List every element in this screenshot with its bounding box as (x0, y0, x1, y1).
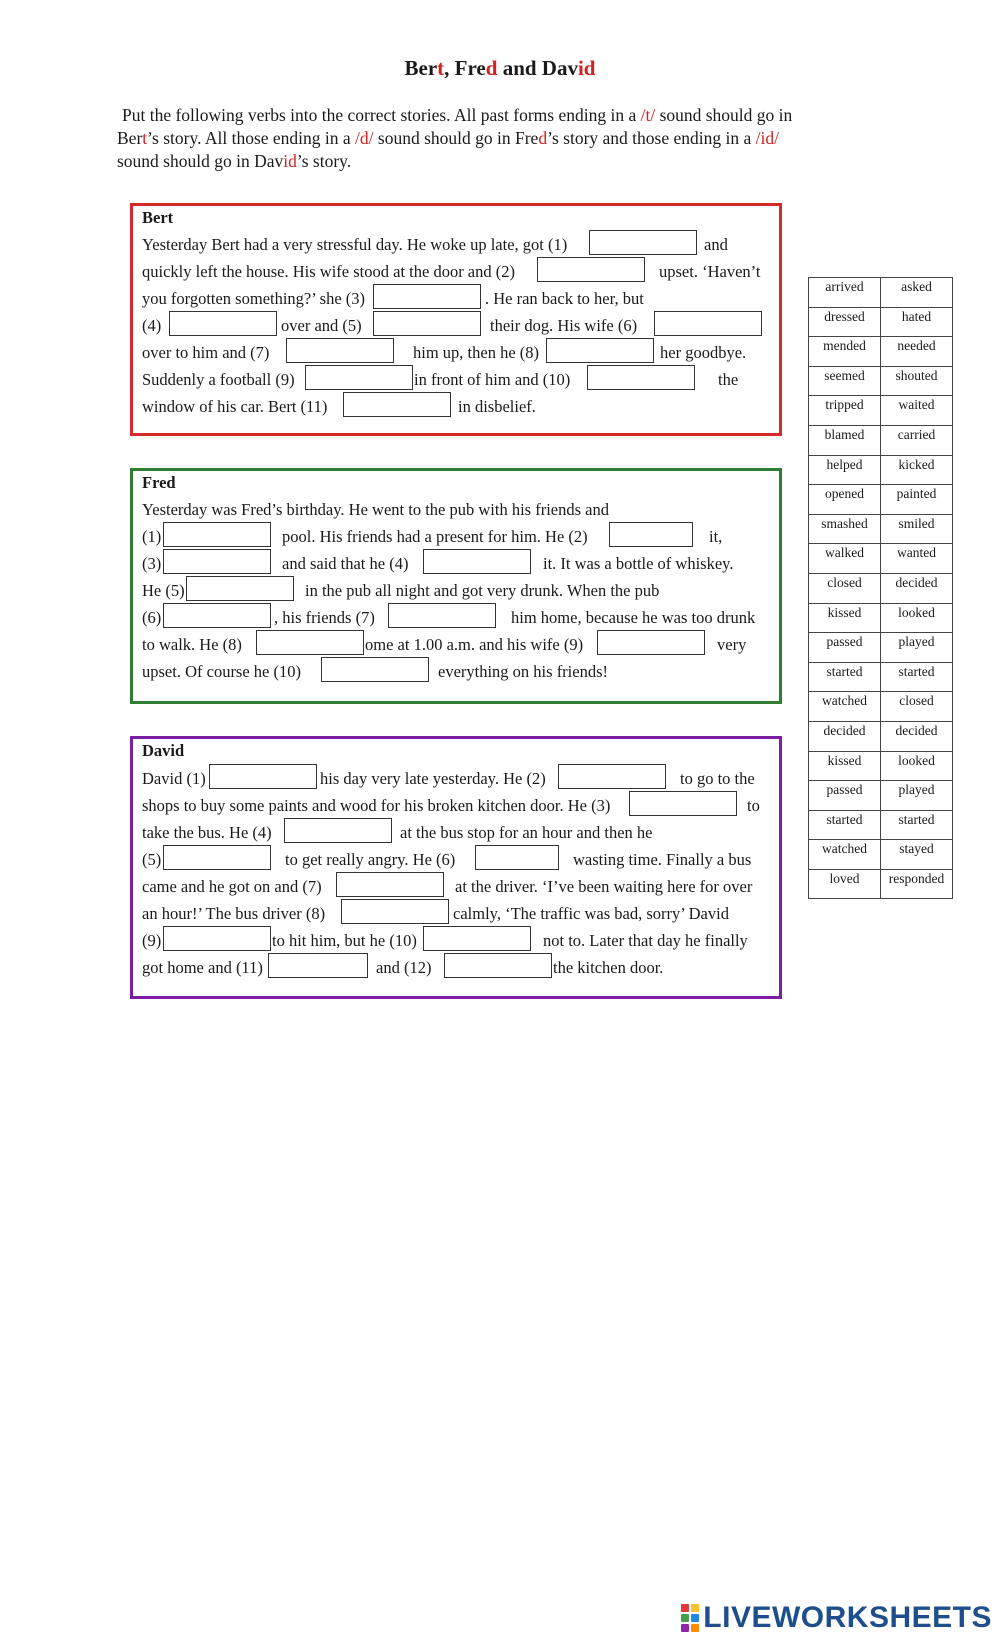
word-bank-cell[interactable]: watched (809, 840, 881, 870)
david-blank-9[interactable] (163, 926, 271, 951)
story-text: you forgotten something?’ she (3) (142, 289, 366, 308)
text: sound should go in Dav (117, 151, 284, 171)
story-text: came and he got on and (7) (142, 877, 322, 896)
story-text: it. It was a bottle of whiskey. (543, 554, 734, 573)
word-bank-cell[interactable]: started (809, 810, 881, 840)
story-text: and (704, 235, 728, 254)
word-bank-cell[interactable]: closed (809, 573, 881, 603)
word-bank-cell[interactable]: started (881, 810, 953, 840)
instructions-line-1 (117, 104, 877, 127)
story-text: (4) (142, 316, 162, 335)
word-bank-cell[interactable]: decided (881, 721, 953, 751)
word-bank-cell[interactable]: waited (881, 396, 953, 426)
logo-square (691, 1604, 699, 1612)
story-text: their dog. His wife (6) (490, 316, 638, 335)
david-blank-7[interactable] (336, 872, 444, 897)
word-bank-cell[interactable]: wanted (881, 544, 953, 574)
bert-blank-9[interactable] (305, 365, 413, 390)
bert-blank-8[interactable] (546, 338, 654, 363)
bert-blank-10[interactable] (587, 365, 695, 390)
word-bank-cell[interactable]: opened (809, 485, 881, 515)
word-bank-cell[interactable]: dressed (809, 307, 881, 337)
story-text: everything on his friends! (438, 662, 609, 681)
story-text: and (12) (376, 958, 432, 977)
word-bank-cell[interactable]: kissed (809, 603, 881, 633)
title-part: Ber (404, 56, 438, 80)
word-bank-cell[interactable]: helped (809, 455, 881, 485)
david-heading: David (142, 741, 185, 760)
story-text: in disbelief. (458, 397, 536, 416)
word-bank-cell[interactable]: hated (881, 307, 953, 337)
word-bank-row (809, 307, 953, 337)
story-text: to (747, 796, 760, 815)
word-bank-cell[interactable]: started (881, 662, 953, 692)
story-text: He (5) (142, 581, 185, 600)
bert-blank-4[interactable] (169, 311, 277, 336)
text: Put the following verbs into the correct stories. All past forms ending in a (122, 105, 641, 125)
word-bank-row (809, 869, 953, 899)
word-bank-cell[interactable]: kissed (809, 751, 881, 781)
fred-blank-3[interactable] (163, 549, 271, 574)
text: t (142, 128, 148, 148)
word-bank-row (809, 662, 953, 692)
story-text: it, (709, 527, 723, 546)
david-blank-6[interactable] (475, 845, 559, 870)
david-blank-3[interactable] (629, 791, 737, 816)
logo-square (691, 1614, 699, 1622)
fred-blank-2[interactable] (609, 522, 693, 547)
david-blank-10[interactable] (423, 926, 531, 951)
story-text: (6) (142, 608, 162, 627)
word-bank-row (809, 692, 953, 722)
word-bank-cell[interactable]: responded (881, 869, 953, 899)
instructions (117, 104, 877, 173)
story-text: the (718, 370, 739, 389)
story-text: over to him and (7) (142, 343, 270, 362)
fred-blank-1[interactable] (163, 522, 271, 547)
word-bank-cell[interactable]: kicked (881, 455, 953, 485)
word-bank-cell[interactable]: loved (809, 869, 881, 899)
word-bank-row (809, 840, 953, 870)
story-text: pool. His friends had a present for him. He (2) (282, 527, 588, 546)
story-text: (5) (142, 850, 162, 869)
story-text: take the bus. He (4) (142, 823, 272, 842)
story-text: to go to the (680, 769, 755, 788)
story-text: Yesterday Bert had a very stressful day. He woke up late, got (1) (142, 235, 568, 254)
story-text: calmly, ‘The traffic was bad, sorry’ David (453, 904, 729, 923)
word-bank-row (809, 573, 953, 603)
text: d (538, 128, 548, 148)
bert-heading: Bert (142, 208, 174, 227)
word-bank-cell[interactable]: decided (881, 573, 953, 603)
word-bank-cell[interactable]: played (881, 633, 953, 663)
fred-blank-4[interactable] (423, 549, 531, 574)
story-text: wasting time. Finally a bus (573, 850, 752, 869)
word-bank-row (809, 455, 953, 485)
bert-blank-6[interactable] (654, 311, 762, 336)
story-text: and said that he (4) (282, 554, 409, 573)
story-text: window of his car. Bert (11) (142, 397, 328, 416)
story-text: ome at 1.00 a.m. and his wife (9) (365, 635, 584, 654)
story-text: at the driver. ‘I’ve been waiting here for over (455, 877, 753, 896)
fred-blank-9[interactable] (597, 630, 705, 655)
word-bank-cell[interactable]: blamed (809, 425, 881, 455)
title-part: d (485, 56, 498, 80)
word-bank-cell[interactable]: played (881, 781, 953, 811)
word-bank-cell[interactable]: asked (881, 278, 953, 308)
word-bank-cell[interactable]: seemed (809, 366, 881, 396)
word-bank-cell[interactable]: shouted (881, 366, 953, 396)
word-bank-cell[interactable]: passed (809, 633, 881, 663)
story-text: an hour!’ The bus driver (8) (142, 904, 326, 923)
david-blank-11[interactable] (268, 953, 368, 978)
word-bank-cell[interactable]: watched (809, 692, 881, 722)
instructions-line-3 (117, 150, 877, 173)
story-text: the kitchen door. (553, 958, 664, 977)
text: /t/ (640, 105, 656, 125)
word-bank-row (809, 425, 953, 455)
story-text: over and (5) (281, 316, 362, 335)
bert-story-box (130, 203, 782, 436)
word-bank-row (809, 485, 953, 515)
bert-blank-5[interactable] (373, 311, 481, 336)
fred-heading: Fred (142, 473, 176, 492)
david-blank-1[interactable] (209, 764, 317, 789)
story-text: in the pub all night and got very drunk. When the pub (305, 581, 660, 600)
word-bank-cell[interactable]: smashed (809, 514, 881, 544)
story-text: (9) (142, 931, 162, 950)
text: sound should go in (655, 105, 793, 125)
fred-story-box (130, 468, 782, 704)
david-story-box (130, 736, 782, 999)
fred-blank-5[interactable] (186, 576, 294, 601)
story-text: in front of him and (10) (414, 370, 571, 389)
text: sound should go in Fre (373, 128, 539, 148)
word-bank-row (809, 514, 953, 544)
word-bank-row (809, 721, 953, 751)
bert-blank-2[interactable] (537, 257, 645, 282)
word-bank-row (809, 603, 953, 633)
logo-square (681, 1624, 689, 1632)
story-text: his day very late yesterday. He (2) (320, 769, 546, 788)
word-bank-row (809, 337, 953, 367)
story-text: him home, because he was too drunk (511, 608, 756, 627)
word-bank-cell[interactable]: decided (809, 721, 881, 751)
word-bank-cell[interactable]: carried (881, 425, 953, 455)
david-blank-12[interactable] (444, 953, 552, 978)
logo-square (681, 1614, 689, 1622)
word-bank-row (809, 810, 953, 840)
fred-blank-7[interactable] (388, 603, 496, 628)
word-bank-cell[interactable]: painted (881, 485, 953, 515)
story-text: shops to buy some paints and wood for his broken kitchen door. He (3) (142, 796, 611, 815)
word-bank-row (809, 278, 953, 308)
verb-word-bank (808, 277, 953, 899)
brand-name: LIVEWORKSHEETS (703, 1601, 992, 1634)
david-blank-8[interactable] (341, 899, 449, 924)
story-text: , his friends (7) (274, 608, 375, 627)
title-part: id (577, 56, 596, 80)
word-bank-cell[interactable]: arrived (809, 278, 881, 308)
title-part: and Dav (497, 56, 578, 80)
story-text: her goodbye. (660, 343, 747, 362)
text: ’s story and those ending in a (547, 128, 756, 148)
story-text: Yesterday was Fred’s birthday. He went to the pub with his friends and (142, 500, 609, 519)
story-text: at the bus stop for an hour and then he (400, 823, 653, 842)
text: ’s story. (296, 151, 352, 171)
liveworksheets-logo (681, 1601, 992, 1635)
bert-blank-3[interactable] (373, 284, 481, 309)
word-bank-cell[interactable]: closed (881, 692, 953, 722)
logo-grid-icon (681, 1604, 699, 1632)
word-bank-cell[interactable]: looked (881, 603, 953, 633)
story-text: upset. ‘Haven’t (659, 262, 761, 281)
word-bank-row (809, 366, 953, 396)
word-bank-cell[interactable]: tripped (809, 396, 881, 426)
word-bank-cell[interactable]: smiled (881, 514, 953, 544)
word-bank-cell[interactable]: started (809, 662, 881, 692)
fred-blank-10[interactable] (321, 657, 429, 682)
worksheet-title (0, 56, 1000, 81)
story-text: not to. Later that day he finally (543, 931, 748, 950)
logo-square (681, 1604, 689, 1612)
bert-blank-7[interactable] (286, 338, 394, 363)
story-text: upset. Of course he (10) (142, 662, 301, 681)
word-bank-cell[interactable]: passed (809, 781, 881, 811)
story-text: got home and (11) (142, 958, 263, 977)
story-text: (3) (142, 554, 162, 573)
word-bank-row (809, 633, 953, 663)
word-bank-row (809, 544, 953, 574)
word-bank-cell[interactable]: needed (881, 337, 953, 367)
text: /d/ (355, 128, 374, 148)
word-bank-cell[interactable]: stayed (881, 840, 953, 870)
word-bank-cell[interactable]: walked (809, 544, 881, 574)
david-blank-5[interactable] (163, 845, 271, 870)
bert-blank-11[interactable] (343, 392, 451, 417)
story-text: to hit him, but he (10) (272, 931, 417, 950)
logo-square (691, 1624, 699, 1632)
instructions-line-2 (117, 127, 877, 150)
david-blank-4[interactable] (284, 818, 392, 843)
word-bank-cell[interactable]: mended (809, 337, 881, 367)
fred-blank-8[interactable] (256, 630, 364, 655)
david-blank-2[interactable] (558, 764, 666, 789)
word-bank-row (809, 751, 953, 781)
word-bank-row (809, 781, 953, 811)
story-text: . He ran back to her, but (485, 289, 644, 308)
word-bank-row (809, 396, 953, 426)
title-part: t (437, 56, 445, 80)
text: id (283, 151, 297, 171)
story-text: David (1) (142, 769, 206, 788)
story-text: very (717, 635, 747, 654)
fred-blank-6[interactable] (163, 603, 271, 628)
text: ’s story. All those ending in a (147, 128, 356, 148)
bert-blank-1[interactable] (589, 230, 697, 255)
story-text: quickly left the house. His wife stood at the door and (2) (142, 262, 515, 281)
story-text: him up, then he (8) (413, 343, 540, 362)
word-bank-cell[interactable]: looked (881, 751, 953, 781)
text: /id/ (755, 128, 779, 148)
text: Ber (117, 128, 143, 148)
story-text: to walk. He (8) (142, 635, 242, 654)
story-text: to get really angry. He (6) (285, 850, 456, 869)
story-text: Suddenly a football (9) (142, 370, 295, 389)
title-part: , Fre (444, 56, 486, 80)
story-text: (1) (142, 527, 162, 546)
